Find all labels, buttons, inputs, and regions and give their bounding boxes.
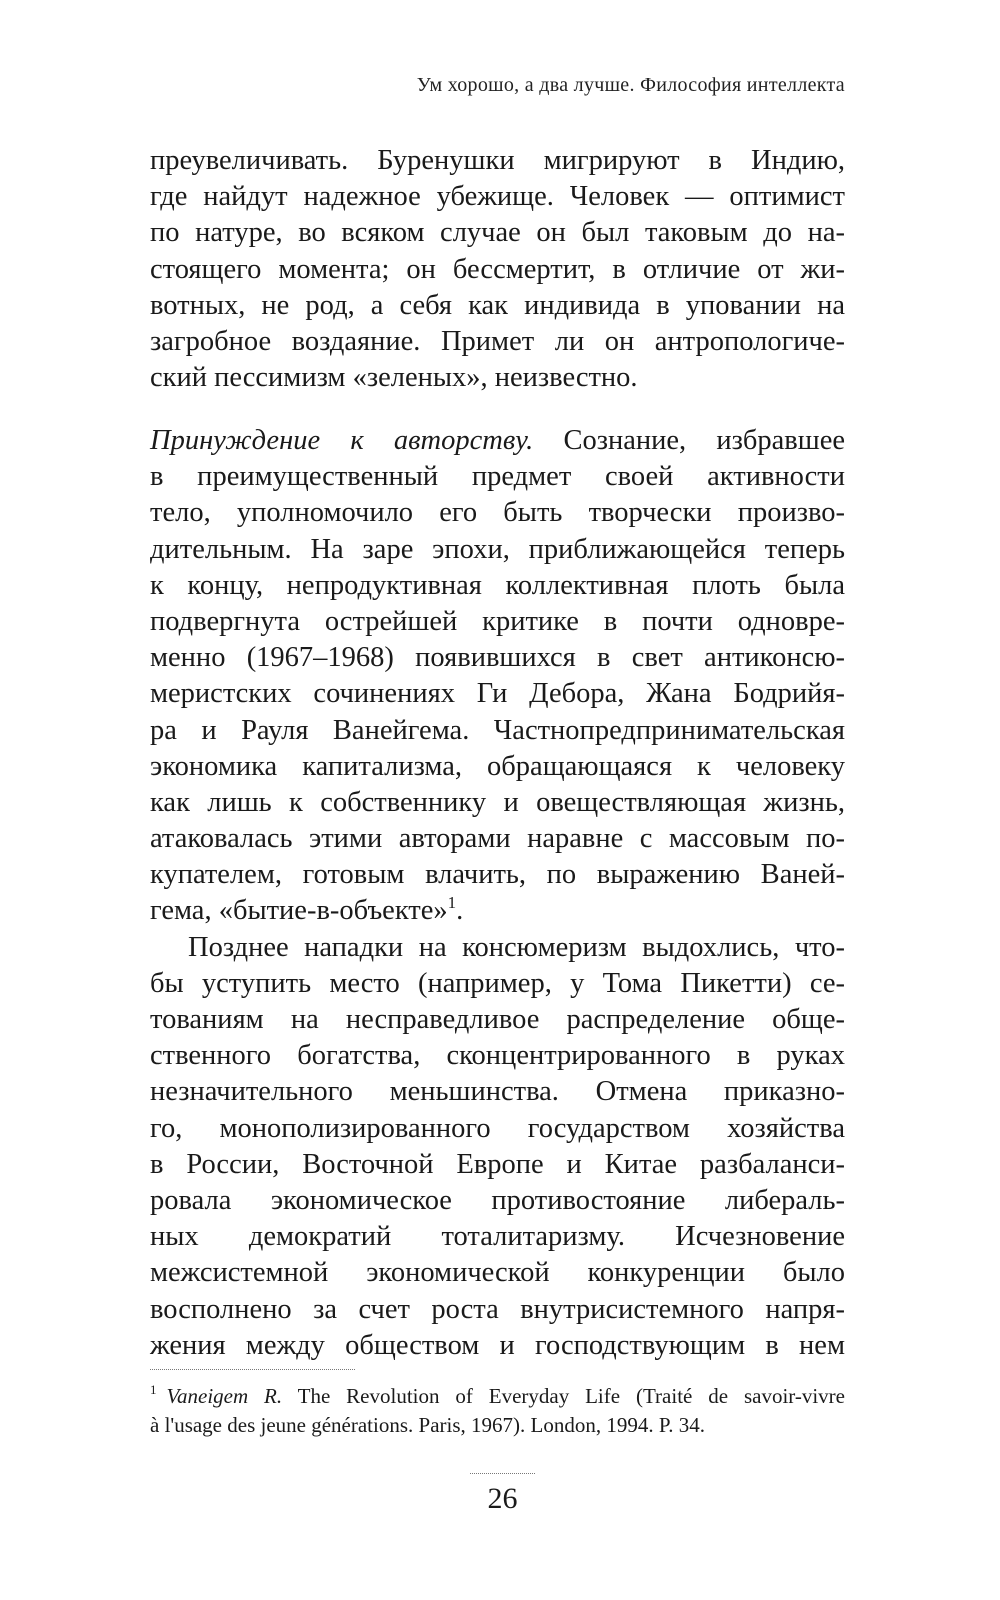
footnote-author: Vaneigem R. — [166, 1384, 283, 1408]
text-line: ственного богатства, сконцентрированного в руках — [150, 1040, 845, 1072]
text-line: жения между обществом и господствующим в нем — [150, 1329, 845, 1361]
text-line: экономика капитализма, обращающаяся к человеку — [150, 750, 845, 782]
text-line: го, монополизированного государством хозяйства — [150, 1112, 845, 1144]
text-line: подвергнута острейшей критике в почти одновре- — [150, 605, 845, 637]
text-line: ский пессимизм «зеленых», неизвестно. — [150, 362, 638, 394]
text-line: загробное воздаяние. Примет ли он антропологиче- — [150, 325, 845, 357]
text-line: бы уступить место (например, у Тома Пикетти) се- — [150, 967, 845, 999]
text-run: . — [456, 895, 464, 927]
text-line: стоящего момента; он бессмертит, в отличие от жи- — [150, 253, 845, 285]
page-number-divider — [470, 1473, 535, 1474]
text-line: межсистемной экономической конкуренции было — [150, 1257, 845, 1289]
footnote-line: à l'usage des jeune générations. Paris, 1967). London, 1994. P. 34. — [150, 1413, 705, 1437]
footnote-number: 1 — [150, 1382, 157, 1397]
text-line: незначительного меньшинства. Отмена приказно- — [150, 1076, 845, 1108]
footnote — [150, 1382, 845, 1440]
text-line: ра и Рауля Ванейгема. Частнопредпринимательская — [150, 714, 845, 746]
text-line: менно (1967–1968) появившихся в свет антиконсю- — [150, 642, 845, 674]
text-line: восполнено за счет роста внутрисистемного напря- — [150, 1293, 845, 1325]
text-run: The Revolution of Everyday Life (Traité de savoir-vivre — [282, 1384, 845, 1408]
footnote-divider — [150, 1369, 355, 1370]
text-line: тело, уполномочило его быть творчески произво- — [150, 497, 845, 529]
text-line: ных демократий тоталитаризму. Исчезновение — [150, 1221, 845, 1253]
text-line: тованиям на несправедливое распределение обще- — [150, 1004, 845, 1035]
text-line: купателем, готовым влачить, по выражению Ваней- — [150, 859, 845, 891]
page-number: 26 — [487, 1482, 518, 1515]
text-run: Сознание, избравшее — [533, 425, 845, 456]
text-line: преувеличивать. Буренушки мигрируют в Индию, — [150, 145, 845, 176]
footnote-line — [150, 1382, 845, 1411]
paragraph-2 — [150, 423, 845, 1364]
text-line: в России, Восточной Европе и Китае разбаланси- — [150, 1148, 845, 1180]
text-line: по натуре, во всяком случае он был таковым до на- — [150, 217, 845, 249]
text-line: как лишь к собственнику и овеществляющая жизнь, — [150, 786, 845, 818]
text-run: гема, «бытие-в-объекте» — [150, 895, 448, 927]
text-line: Позднее нападки на консюмеризм выдохлись, что- — [188, 931, 845, 963]
text-line — [150, 893, 845, 929]
text-line: к концу, непродуктивная коллективная плоть была — [150, 569, 845, 601]
text-line: где найдут надежное убежище. Человек — оптимист — [150, 181, 845, 213]
section-heading-italic: Принуждение к авторству. — [150, 425, 534, 456]
paragraph-1 — [150, 143, 845, 396]
footnote-reference[interactable]: 1 — [447, 893, 457, 913]
text-line: дительным. На заре эпохи, приближающейся теперь — [150, 533, 845, 565]
text-line: вотных, не род, а себя как индивида в уповании на — [150, 289, 845, 321]
text-line: ровала экономическое противостояние либераль- — [150, 1184, 845, 1216]
text-line: меристских сочинениях Ги Дебора, Жана Бодрийя- — [150, 678, 845, 710]
text-line: атаковалась этими авторами наравне с массовым по- — [150, 823, 845, 855]
running-head: Ум хорошо, а два лучше. Философия интеллекта — [416, 74, 845, 96]
text-line: в преимущественный предмет своей активности — [150, 461, 845, 493]
text-line — [150, 423, 845, 459]
